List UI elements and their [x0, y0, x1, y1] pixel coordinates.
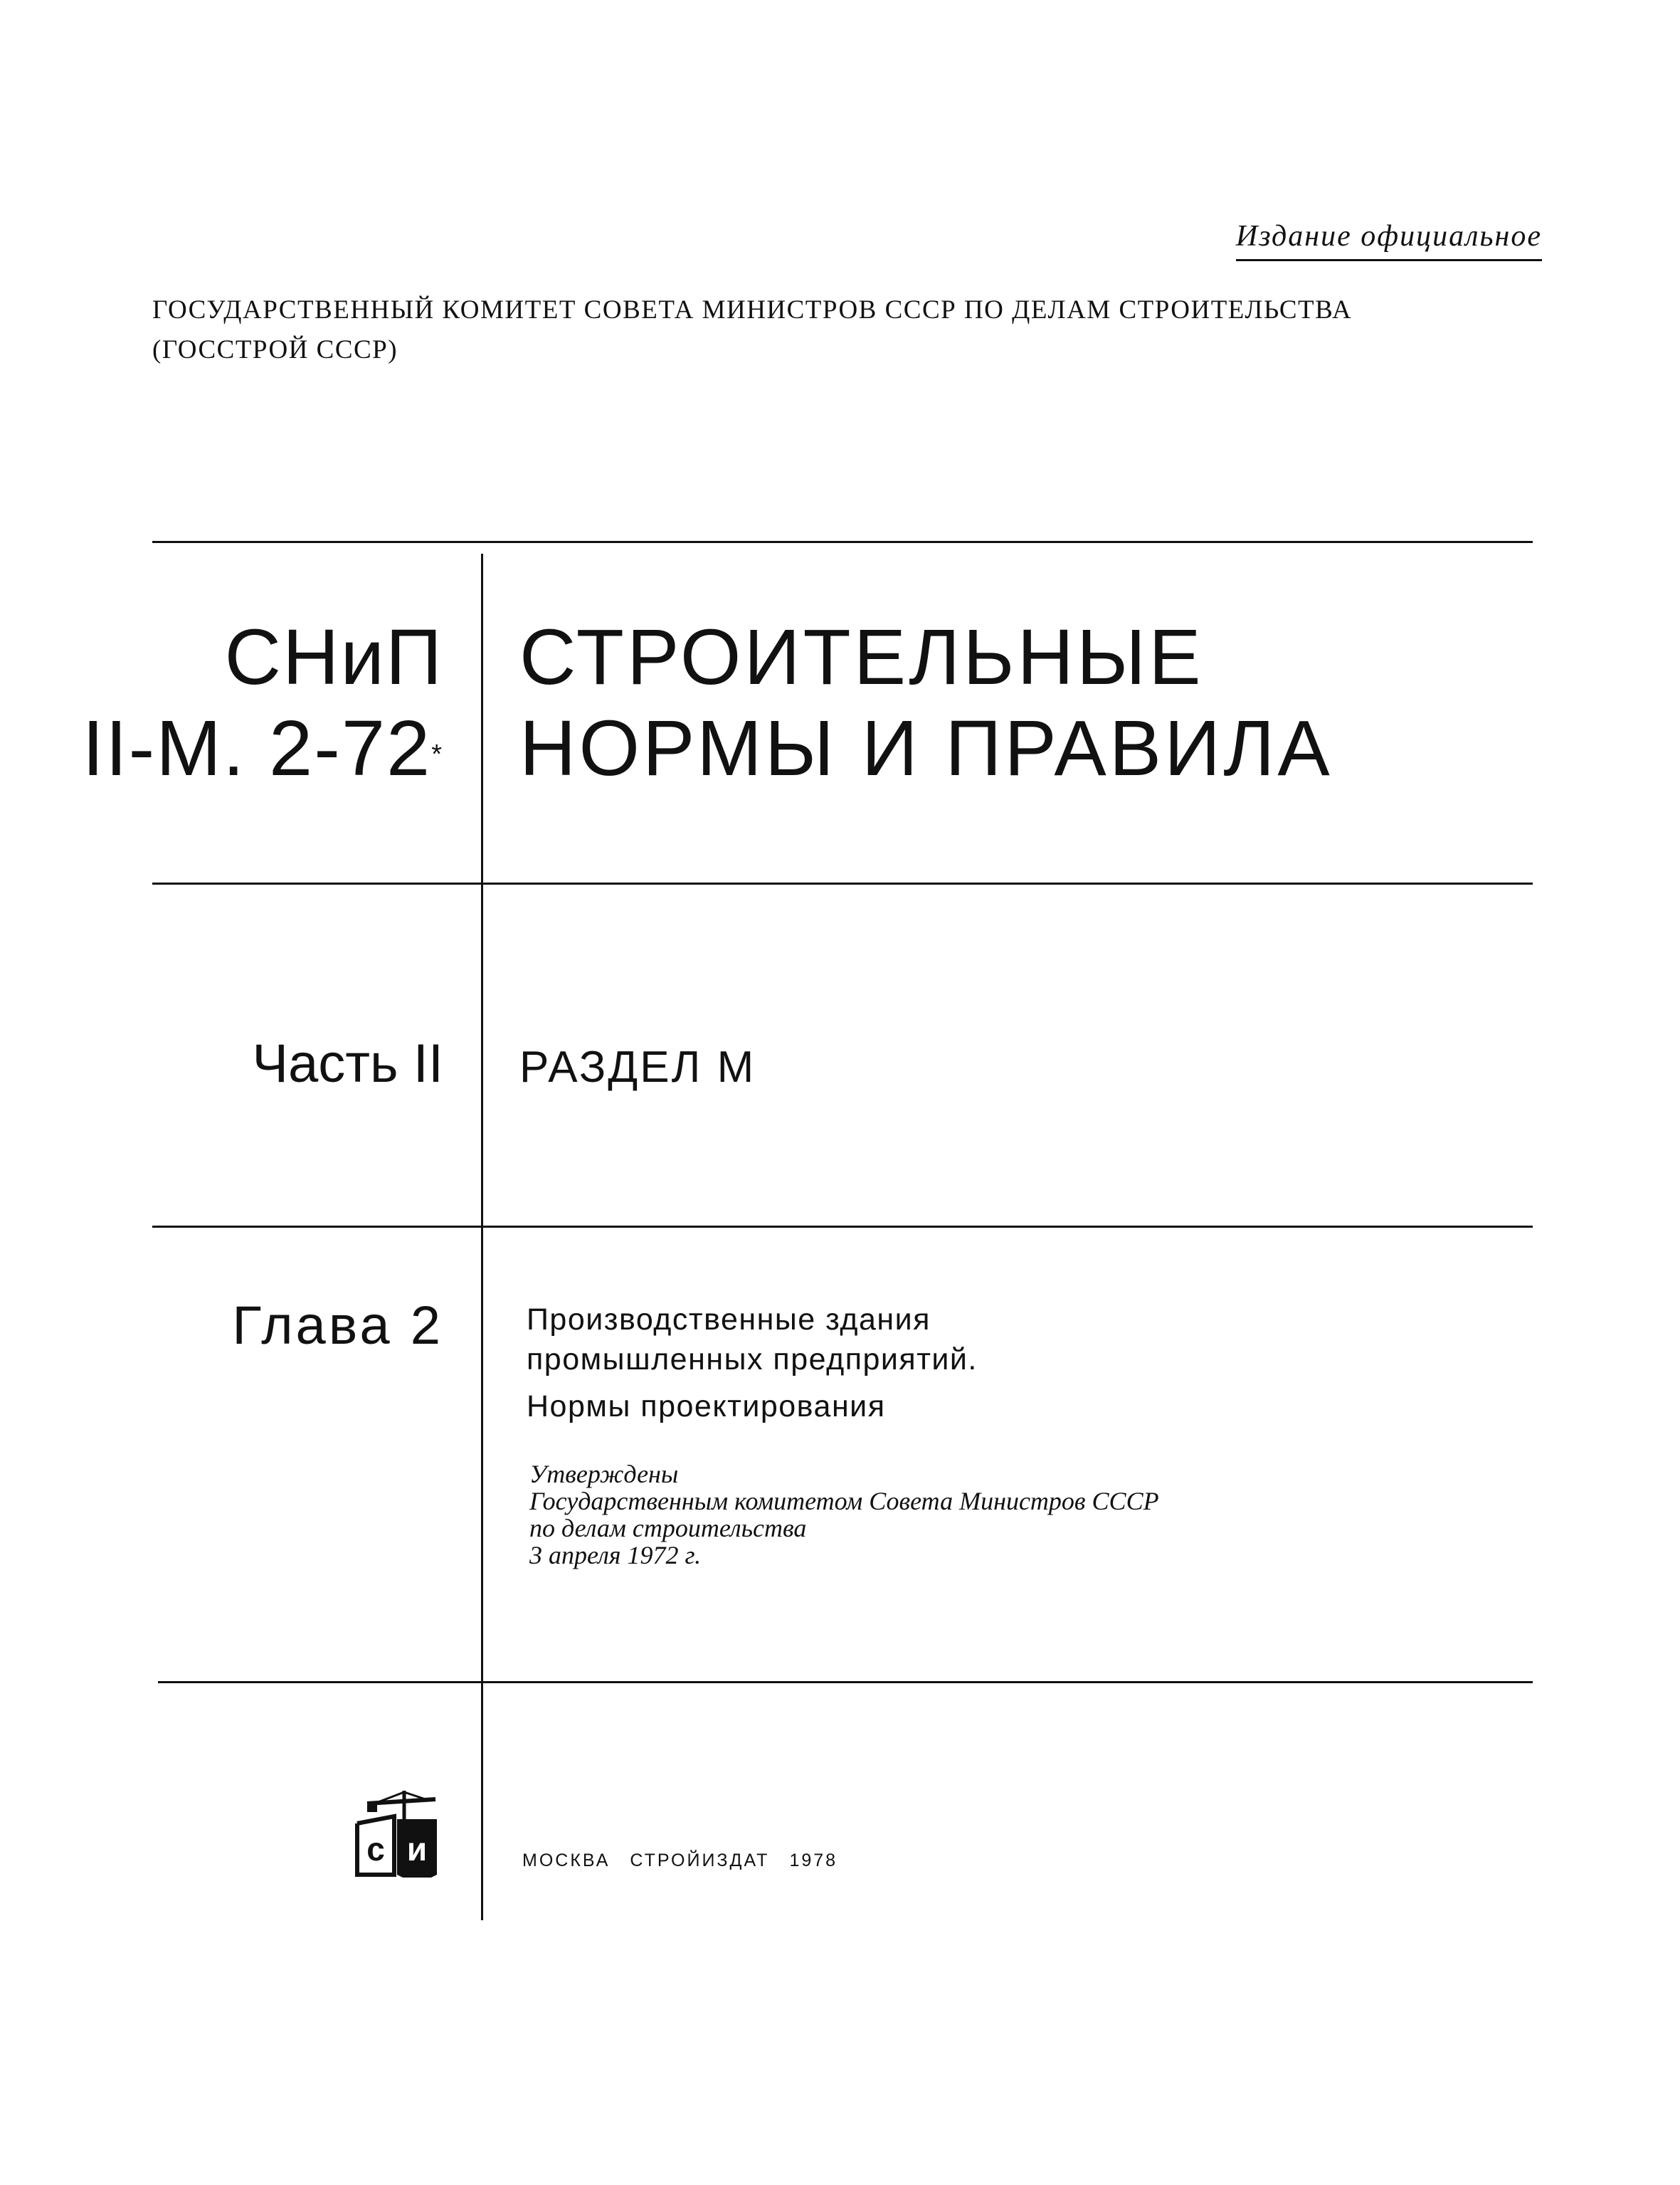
- approval-note: [529, 1460, 1159, 1569]
- imprint-year: 1978: [789, 1850, 838, 1870]
- chapter-title: [527, 1300, 978, 1379]
- imprint-publisher: СТРОЙИЗДАТ: [630, 1850, 770, 1870]
- divider-3: [158, 1681, 1533, 1683]
- code-line-1: СНиП: [224, 614, 443, 701]
- document-title: [519, 612, 1333, 794]
- column-divider: [481, 554, 483, 1920]
- part-label: Часть II: [252, 1033, 443, 1094]
- organization-line-1: ГОСУДАРСТВЕННЫЙ КОМИТЕТ СОВЕТА МИНИСТРОВ СССР ПО ДЕЛАМ СТРОИТЕЛЬСТВА: [152, 295, 1353, 325]
- organization-name: [152, 290, 1352, 370]
- title-line-1: СТРОИТЕЛЬНЫЕ: [519, 614, 1204, 701]
- chapter-label: Глава 2: [232, 1295, 443, 1356]
- imprint: [522, 1850, 857, 1871]
- publisher-logo-icon: [353, 1786, 441, 1878]
- section-label: РАЗДЕЛ М: [519, 1043, 756, 1092]
- chapter-title-line-2: промышленных предприятий.: [527, 1342, 978, 1376]
- approval-line-4: 3 апреля 1972 г.: [529, 1541, 702, 1569]
- chapter-title-line-1: Производственные здания: [527, 1302, 931, 1337]
- approval-line-2: Государственным комитетом Совета Министров СССР: [529, 1487, 1159, 1515]
- title-line-2: НОРМЫ И ПРАВИЛА: [519, 705, 1333, 792]
- code-asterisk: *: [431, 739, 443, 769]
- divider-top: [152, 541, 1533, 543]
- code-number: II-М. 2-72: [82, 705, 432, 792]
- edition-label: Издание официальное: [1236, 219, 1542, 261]
- logo-letter-s: с: [366, 1831, 385, 1868]
- code-designation: [83, 612, 443, 794]
- divider-2: [152, 1226, 1533, 1228]
- divider-1: [152, 883, 1533, 885]
- logo-letter-i: и: [406, 1831, 428, 1868]
- approval-line-1: Утверждены: [529, 1460, 679, 1488]
- imprint-city: МОСКВА: [522, 1850, 611, 1870]
- organization-line-2: (ГОССТРОЙ СССР): [152, 335, 398, 364]
- chapter-subtitle: Нормы проектирования: [527, 1389, 886, 1423]
- approval-line-3: по делам строительства: [529, 1514, 807, 1542]
- code-line-2: [83, 703, 443, 794]
